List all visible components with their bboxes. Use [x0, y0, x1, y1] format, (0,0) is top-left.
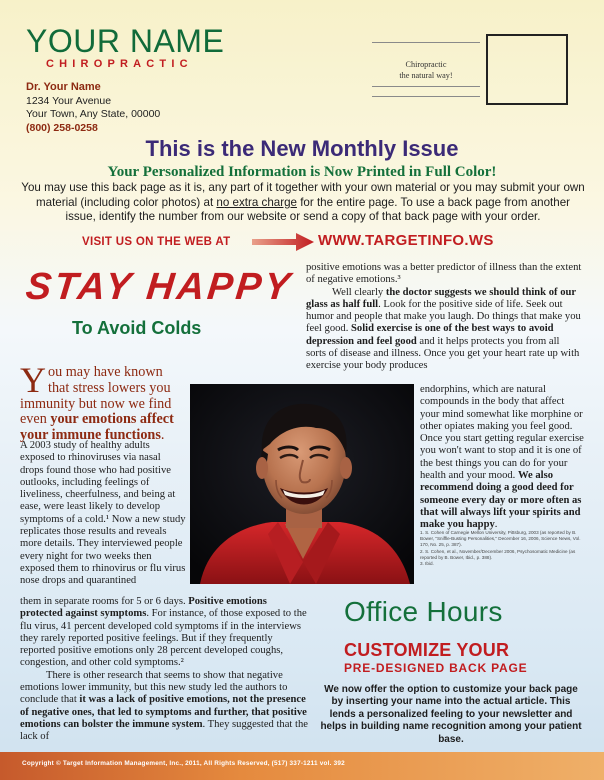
no-extra-charge: no extra charge	[216, 195, 297, 209]
bottom-paragraph-2	[20, 670, 310, 744]
lead-end: .	[160, 427, 165, 444]
article-right-top	[306, 262, 582, 373]
address-line-1: 1234 Your Avenue	[26, 94, 112, 107]
rm-text-a: endorphins, which are natural compounds in the body that affect your mind somewhat like morphine or other opiates making you feel good. Once you start getting regular exercise you won't want to stop and it is one of the best things you can do for your health and your mood.	[420, 384, 584, 482]
bottom-paragraph-1	[20, 596, 310, 670]
bl-text-2b: . They suggested that the lack of	[20, 718, 308, 743]
predesigned-subheading: PRE-DESIGNED BACK PAGE	[344, 661, 528, 675]
customize-description: We now offer the option to customize your back page by inserting your name into the actual article. This lends a personalized feeling to your newsletter and helps in building name recognition among your patient base.	[320, 684, 582, 745]
bl-text-2a: There is other research that seems to show that negative emotions lower immunity, but this new study led the authors to conclude that	[20, 669, 288, 706]
address-line-2: Your Town, Any State, 00000	[26, 108, 161, 120]
mailing-lines-bottom	[372, 86, 480, 106]
mailing-lines-top	[372, 42, 480, 53]
article-references	[420, 530, 584, 567]
drop-cap: Y	[20, 360, 46, 400]
reference-3: 3. Ibid.	[420, 561, 434, 567]
rt-text-d: and it helps protects you from all sorts of disease and illness. Once you get your heart rate up with exercise your body produces	[306, 335, 580, 372]
full-color-subheadline: Your Personalized Information is Now Printed in Full Color!	[107, 164, 497, 180]
reference-2: 2. S. Cohen, et al., November/December 2006, Psychosomatic Medicine (as reported by B. Bower, Ibid., p. 388).	[420, 548, 576, 560]
right-top-paragraph-2	[306, 287, 582, 373]
rt-bold-1: the doctor suggests we should think of our glass as half full	[306, 286, 576, 310]
doctor-name: Dr. Your Name	[26, 81, 101, 93]
phone-number: (800) 258-0258	[26, 121, 98, 134]
article-title: STAY HAPPY	[23, 266, 295, 308]
return-address	[26, 81, 160, 135]
article-bottom-left	[20, 596, 310, 744]
rm-end: .	[494, 519, 498, 531]
smiling-man-illustration	[190, 384, 414, 584]
brand-subtitle: CHIROPRACTIC	[46, 58, 193, 70]
office-hours-title: Office Hours	[344, 596, 503, 627]
smiling-man-photo	[190, 384, 414, 584]
bl-text-1b: . For instance, of those exposed to the flu virus, 41 percent developed cold symptoms if in the interviews they rarely reported positive feelings. But if they frequently reported positive emotions only 28 percent developed coughs, congestion, and other cold symptoms.²	[20, 608, 307, 669]
article-subtitle: To Avoid Colds	[72, 318, 202, 338]
chiropractic-tagline	[378, 59, 474, 81]
postage-stamp-box	[486, 34, 568, 105]
copyright-text: Copyright © Target Information Management, Inc., 2011, All Rights Reserved, (517) 337-1211 vol. 392	[22, 760, 345, 767]
lead-bold: your emotions affect your immune functions	[20, 411, 174, 444]
brand-name: YOUR NAME	[26, 23, 225, 59]
reference-1: 1. S. Cohen of Carnegie Mellon University, Pittsburg, 2003 (as reported by B. Bower, "Sniffle-Busting Personalities," December 16, 2006, Science News, Vol. 170, No. 25, p. 387).	[420, 530, 581, 548]
rt-text-c: . Look for the positive side of life. Seek out humor and people that make you laugh. Do things that make you feel good.	[306, 298, 581, 335]
tagline-line-1: Chiropractic	[405, 60, 447, 69]
bl-text-1a: them in separate rooms for 5 or 6 days.	[20, 596, 189, 607]
customize-heading: CUSTOMIZE YOUR	[344, 640, 510, 660]
intro-text-2: for the entire page. To use a back page from another issue, identify the number from our website or send a copy of that back page with your order.	[65, 195, 571, 223]
rt-text-a: Well clearly	[332, 286, 386, 298]
arrow-right-icon	[252, 232, 314, 252]
issue-headline: This is the New Monthly Issue	[145, 136, 459, 161]
website-url[interactable]: WWW.TARGETINFO.WS	[318, 232, 494, 249]
bl-bold-2: it was a lack of positive emotions, not the presence of negative ones, that led to symptoms and further, that positive emotions can bolster the immune system	[20, 694, 307, 730]
rt-bold-2: Solid exercise is one of the best ways to avoid depression and feel good	[306, 323, 554, 347]
article-left-body: A 2003 study of healthy adults exposed to rhinoviruses via nasal drops found those who had positive outlooks, including feelings of liveliness, cheerfulness, and being at ease, were least likely to develop symptoms of a cold.¹ Now a new study replicates those results and reveals more details. They interviewed people every night for two weeks then exposed them to rhinovirus or flu virus nose drops and quarantined	[20, 440, 186, 587]
right-top-paragraph-1: positive emotions was a better predictor of illness than the extent of negative emotions.³	[306, 262, 582, 286]
rm-bold: We also recommend doing a good deed for someone every day or more often as that will always lift your spirits and make you happy	[420, 470, 582, 531]
visit-web-label: VISIT US ON THE WEB AT	[82, 236, 231, 248]
article-lead	[20, 360, 186, 444]
intro-text-1: You may use this back page as it is, any part of it together with your own material or you may submit your own material (including color photos) at	[21, 181, 585, 209]
bl-bold-1: Positive emotions protected against symptoms	[20, 596, 267, 620]
lead-text: ou may have known that stress lowers you immunity but now we find even	[20, 364, 172, 428]
article-right-middle	[420, 384, 584, 532]
tagline-line-2: the natural way!	[399, 71, 453, 80]
intro-paragraph	[20, 181, 586, 225]
